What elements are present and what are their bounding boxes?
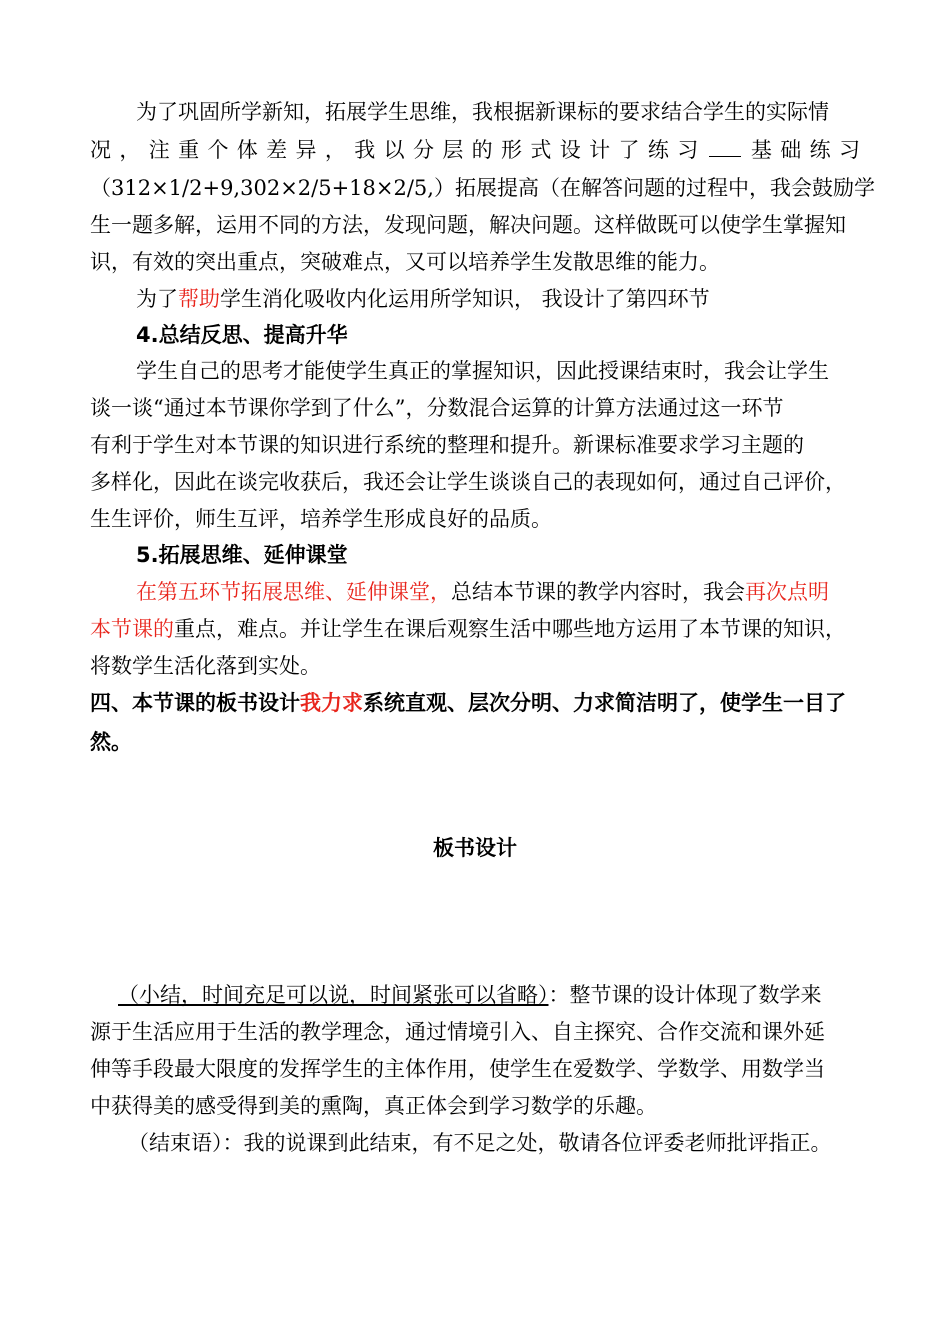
paragraph-line: 中获得美的感受得到美的熏陶，真正体会到学习数学的乐趣。: [90, 1094, 657, 1118]
paragraph-line: 谈一谈“通过本节课你学到了什么”，分数混合运算的计算方法通过这一环节: [90, 396, 784, 420]
paragraph-line: 多样化，因此在谈完收获后，我还会让学生谈谈自己的表现如何，通过自己评价，: [90, 470, 846, 494]
paragraph-line: （312×1/2+9,302×2/5+18×2/5,）拓展提高（在解答问题的过程中，我会鼓励学: [90, 176, 875, 200]
paragraph-line: [118, 981, 860, 1009]
paragraph-text: 学生消化吸收内化运用所学知识， 我设计了第四环节: [220, 287, 710, 311]
paragraph-text: 况，注重个体差异，我以分层的形式设计了练习: [90, 138, 707, 162]
paragraph-line: 将数学生活化落到实处。: [90, 654, 321, 678]
highlight-text: 本节课的: [90, 617, 174, 641]
paragraph-line: 生一题多解，运用不同的方法，发现问题，解决问题。这样做既可以使学生掌握知: [90, 213, 846, 237]
paragraph-line: [136, 285, 860, 313]
highlight-text: 在第五环节拓展思维、延伸课堂，: [136, 580, 451, 604]
section-heading: 5.拓展思维、延伸课堂: [136, 543, 348, 567]
paragraph-line: 为了巩固所学新知，拓展学生思维，我根据新课标的要求结合学生的实际情: [136, 100, 829, 124]
paragraph-line: [136, 578, 860, 606]
highlight-text: 帮助: [178, 287, 220, 311]
paragraph-line: 生生评价，师生互评，培养学生形成良好的品质。: [90, 507, 552, 531]
summary-label: （小结，时间充足可以说，时间紧张可以省略）: [118, 983, 549, 1007]
heading-text: 系统直观、层次分明、力求简洁明了，使学生一目了: [363, 691, 846, 715]
paragraph-line: [90, 615, 860, 643]
paragraph-text: ：整节课的设计体现了数学来: [548, 983, 822, 1007]
section-heading: [90, 689, 860, 717]
paragraph-line: 有利于学生对本节课的知识进行系统的整理和提升。新课标准要求学习主题的: [90, 433, 804, 457]
answer-blank: [709, 138, 741, 157]
paragraph-line: 识，有效的突出重点，突破难点，又可以培养学生发散思维的能力。: [90, 250, 720, 274]
highlight-text: 再次点明: [745, 580, 829, 604]
highlight-text: 我力求: [300, 691, 363, 715]
paragraph-text: 重点，难点。并让学生在课后观察生活中哪些地方运用了本节课的知识，: [174, 617, 846, 641]
paragraph-line: [90, 136, 860, 164]
paragraph-text: 为了: [136, 287, 178, 311]
heading-text: 四、本节课的板书设计: [90, 691, 300, 715]
section-heading: 4.总结反思、提高升华: [136, 323, 348, 347]
paragraph-line: 伸等手段最大限度的发挥学生的主体作用，使学生在爱数学、学数学、用数学当: [90, 1057, 825, 1081]
paragraph-line: 学生自己的思考才能使学生真正的掌握知识，因此授课结束时，我会让学生: [136, 359, 829, 383]
board-design-title: 板书设计: [433, 836, 517, 860]
paragraph-text: 总结本节课的教学内容时，我会: [451, 580, 745, 604]
paragraph-line: 源于生活应用于生活的教学理念，通过情境引入、自主探究、合作交流和课外延: [90, 1020, 825, 1044]
closing-line: （结束语）：我的说课到此结束，有不足之处，敬请各位评委老师批评指正。: [128, 1131, 832, 1155]
paragraph-text: 基础练习: [742, 138, 861, 162]
section-heading: 然。: [90, 730, 132, 754]
